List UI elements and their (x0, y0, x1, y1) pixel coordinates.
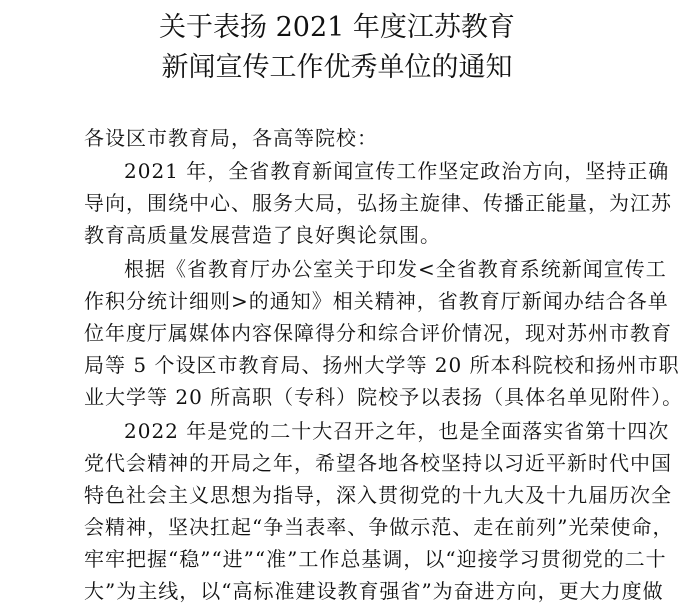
paragraph-line: 位年度厅属媒体内容保障得分和综合评价情况，现对苏州市教育 (84, 321, 672, 345)
paragraph-3 (84, 415, 674, 607)
paragraph-2 (84, 253, 683, 413)
paragraph-line: 牢牢把握“稳”“进”“准”工作总基调，以“迎接学习贯彻党的二十 (84, 547, 667, 571)
salutation: 各设区市教育局，各高等院校： (84, 126, 378, 150)
document-title (84, 8, 590, 88)
paragraph-line: 业大学等 20 所高职（专科）院校予以表扬（具体名单见附件）。 (84, 385, 683, 409)
title-line: 新闻宣传工作优秀单位的通知 (161, 52, 513, 83)
paragraph-line: 2022 年是党的二十大召开之年，也是全面落实省第十四次 (124, 419, 670, 443)
paragraph-line: 根据《省教育厅办公室关于印发<全省教育系统新闻宣传工 (124, 257, 667, 281)
title-line: 关于表扬 2021 年度江苏教育 (159, 12, 515, 43)
paragraph-line: 特色社会主义思想为指导，深入贯彻党的十九大及十九届历次全 (84, 483, 672, 507)
paragraph-line: 党代会精神的开局之年，希望各地各校坚持以习近平新时代中国 (84, 451, 672, 475)
paragraph-line: 作积分统计细则>的通知》相关精神，省教育厅新闻办结合各单 (84, 289, 669, 313)
paragraph-line: 大”为主线，以“高标准建设教育强省”为奋进方向，更大力度做 (84, 579, 664, 603)
paragraph-line: 会精神，坚决扛起“争当表率、争做示范、走在前列”光荣使命， (84, 515, 674, 539)
document-body (84, 122, 683, 607)
paragraph-line: 导向，围绕中心、服务大局，弘扬主旋律、传播正能量，为江苏 (84, 191, 672, 215)
paragraph-1 (84, 155, 672, 251)
paragraph-line: 局等 5 个设区市教育局、扬州大学等 20 所本科院校和扬州市职 (84, 353, 680, 377)
paragraph-line: 教育高质量发展营造了良好舆论氛围。 (84, 223, 441, 247)
paragraph-line: 2021 年，全省教育新闻宣传工作坚定政治方向，坚持正确 (124, 159, 670, 183)
